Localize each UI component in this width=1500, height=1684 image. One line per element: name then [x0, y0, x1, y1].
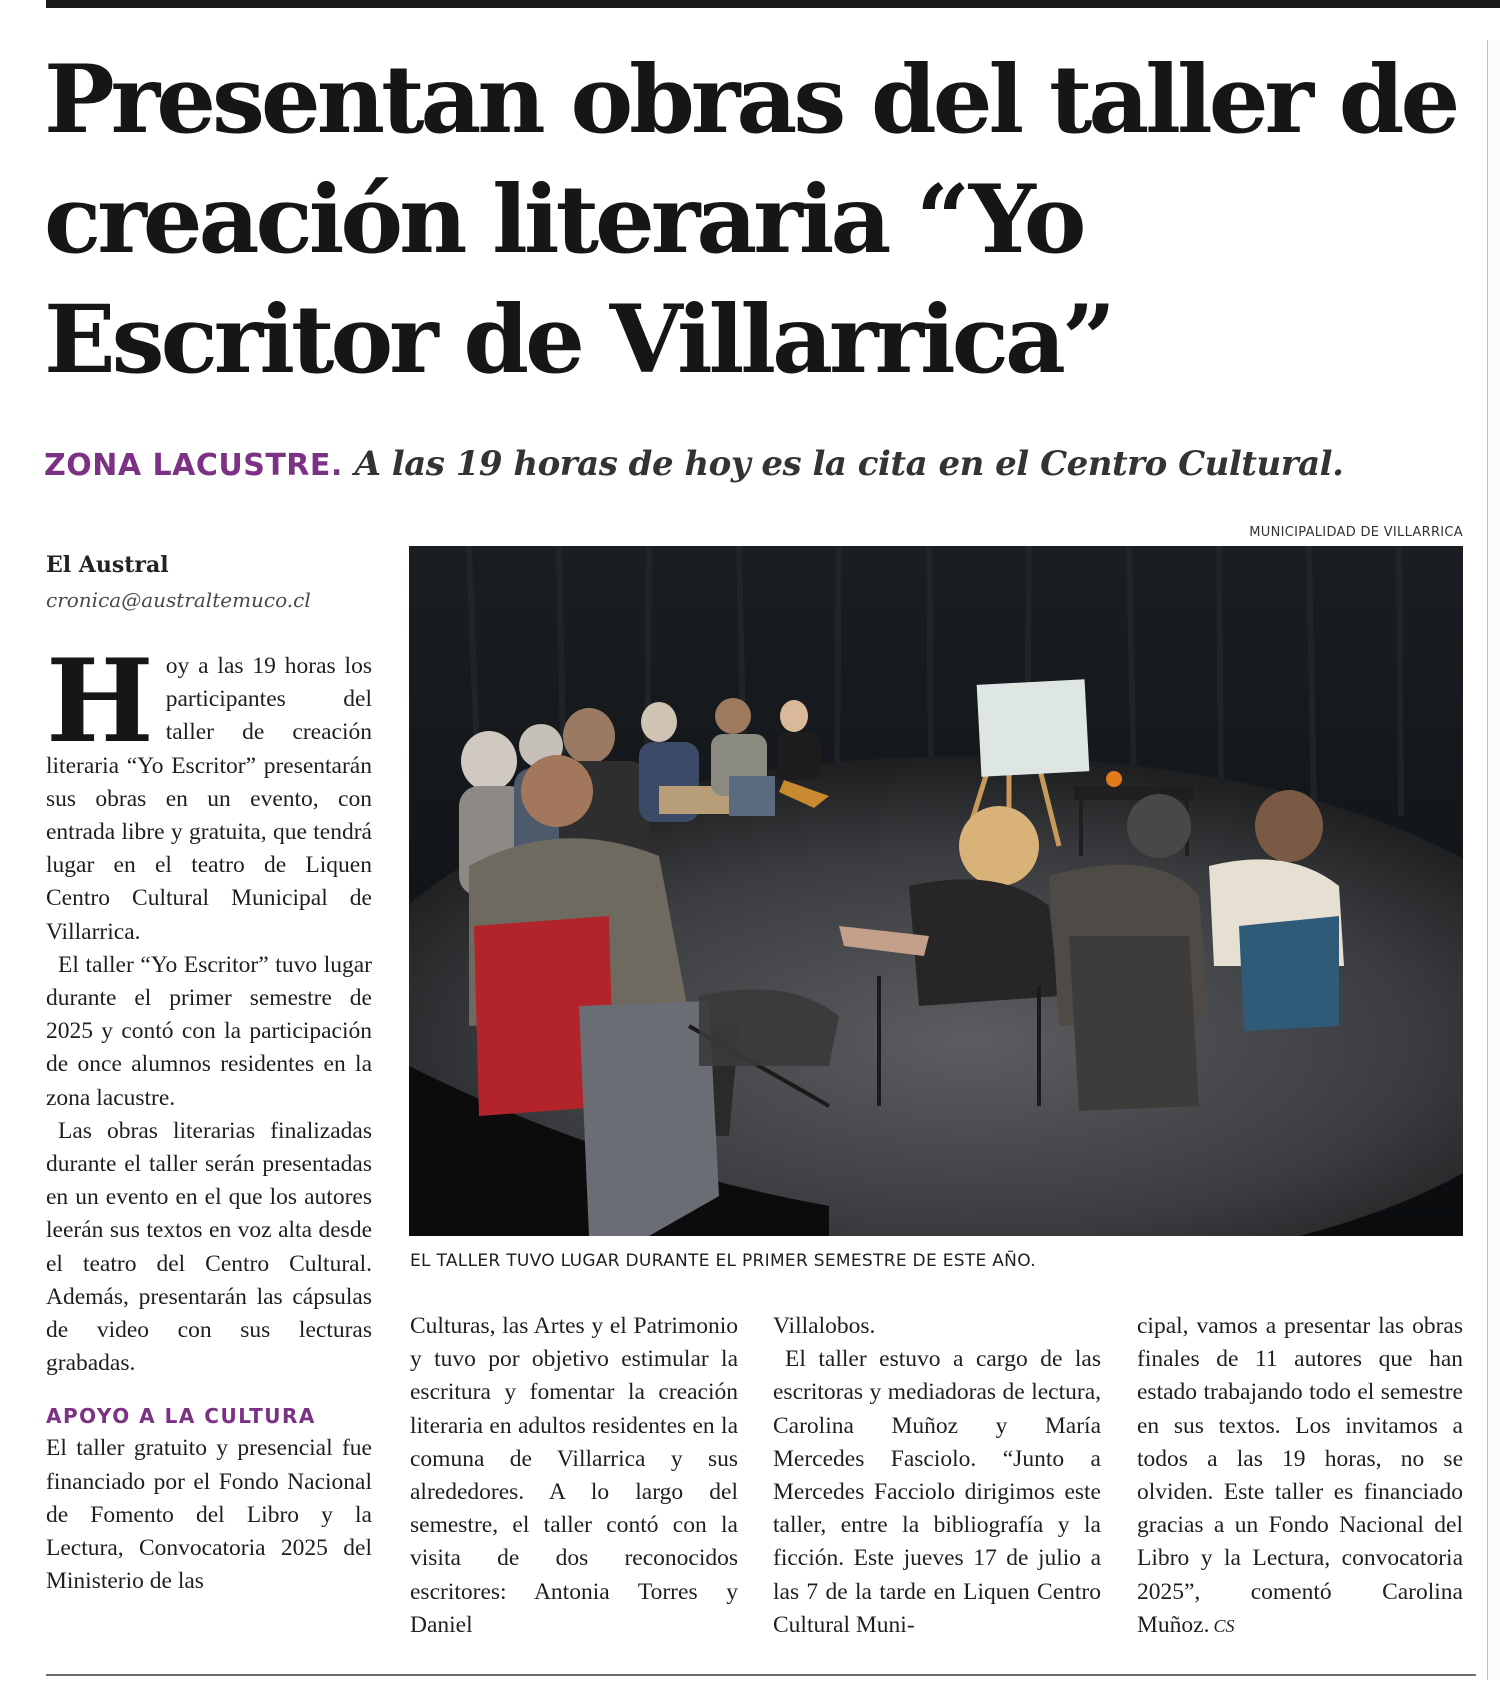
- event-photo: [409, 546, 1463, 1236]
- dek-text: A las 19 horas de hoy es la cita en el Centro Cultural.: [354, 444, 1344, 484]
- workshop-photo-illustration: [409, 546, 1463, 1236]
- paragraph-8: cipal, vamos a presentar las obras finales de 11 autores que han estado trabajando todo el semestre en sus textos. Los invitamos a todos a las 19 horas, no se olviden. Este taller es financiado gracias a un Fondo Nacional del Libro y la Lectura, convocatoria 2025”, comentó Carolina Muñoz.: [1137, 1313, 1463, 1638]
- byline-author: El Austral: [46, 552, 169, 578]
- paragraph-2: El taller “Yo Escritor” tuvo lugar durante el primer semestre de 2025 y contó con la participación de once alumnos residentes en la zona lacustre.: [46, 951, 372, 1111]
- drop-cap: H: [46, 634, 154, 768]
- body-column-2: [410, 1310, 738, 1642]
- lead-paragraph: [46, 634, 372, 949]
- body-column-4: [1137, 1310, 1463, 1643]
- adjacent-page-edge: [1487, 40, 1500, 1680]
- paragraph-5: Culturas, las Artes y el Patrimonio y tuvo por objetivo estimular la escritura y fomentar la creación literaria en adultos residentes en la comuna de Villarrica y sus alrededores. A lo largo del semestre, el taller contó con la visita de dos reconocidos escritores: Antonia Torres y Daniel: [410, 1313, 738, 1638]
- kicker: ZONA LACUSTRE.: [44, 448, 343, 483]
- body-column-1: [46, 634, 372, 1598]
- paragraph-7: El taller estuvo a cargo de las escritoras y mediadoras de lectura, Carolina Muñoz y María Mercedes Fasciolo. “Junto a Mercedes Facciolo dirigimos este taller, entre la bibliografía y la ficción. Este jueves 17 de julio a las 7 de la tarde en Liquen Centro Cultural Muni-: [773, 1346, 1101, 1638]
- dek: [44, 438, 1464, 491]
- closing-paragraph: [1137, 1310, 1463, 1643]
- byline-email[interactable]: cronica@australtemuco.cl: [46, 588, 311, 612]
- subhead-apoyo: APOYO A LA CULTURA: [46, 1404, 316, 1429]
- end-mark: CS: [1213, 1615, 1235, 1636]
- paragraph-6: Villalobos.: [773, 1313, 876, 1339]
- paragraph-3: Las obras literarias finalizadas durante el taller serán presentadas en un evento en el que los autores leerán sus textos en voz alta desde el teatro del Centro Cultural. Además, presentarán las cápsulas de video con sus lecturas grabadas.: [46, 1117, 372, 1377]
- photo-credit: MUNICIPALIDAD DE VILLARRICA: [1249, 525, 1463, 540]
- headline: Presentan obras del taller de creación literaria “Yo Escritor de Villarrica”: [44, 45, 1457, 395]
- bottom-rule: [46, 1674, 1476, 1676]
- body-column-3: [773, 1310, 1101, 1642]
- paragraph-4: El taller gratuito y presencial fue financiado por el Fondo Nacional de Fomento del Libro y la Lectura, Convocatoria 2025 del Ministerio de las: [46, 1435, 372, 1595]
- lead-text: oy a las 19 horas los participantes del taller de creación literaria “Yo Escritor” presentarán sus obras en un evento, con entrada libre y gratuita, que tendrá lugar en el teatro de Liquen Centro Cultural Municipal de Villarrica.: [46, 653, 372, 945]
- photo-caption: EL TALLER TUVO LUGAR DURANTE EL PRIMER SEMESTRE DE ESTE AÑO.: [410, 1251, 1036, 1271]
- top-rule: [46, 0, 1500, 8]
